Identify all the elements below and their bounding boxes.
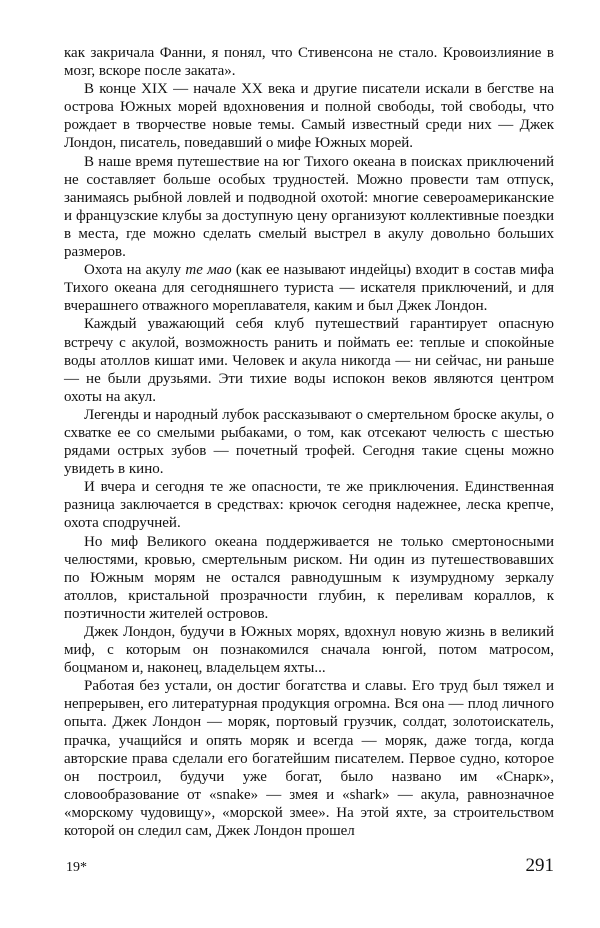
paragraph-4-end: (как ее называют индейцы) входит в состав мифа Тихого океана для сегодняшнего туриста — искателя приключений, и для вчерашнего отважного мореплавателя, каким и был Джек Лондон. [64, 262, 554, 315]
paragraph-3: В наше время путешествие на юг Тихого океана в поисках приключений не составляет больше особых трудностей. Можно провести там отпуск, занимаясь рыбной ловлей и подводной охотой: многие североамериканские и французские клубы за доступную цену организуют коллективные поездки в места, где можно сделать смелый выстрел в акулу довольно больших размеров. [64, 153, 554, 261]
paragraph-2: В конце XIX — начале XX века и другие писатели искали в бегстве на острова Южных морей вдохновения и полной свободы, той свободы, что рождает в творчестве новые темы. Самый известный среди них — Джек Лондон, писатель, поведавший о мифе Южных морей. [64, 81, 554, 152]
paragraph-4-start: Охота на акулу [84, 262, 186, 279]
paragraph-8: Но миф Великого океана поддерживается не только смертоносными челюстями, кровью, смертельным риском. Ни один из путешествовавших по Южным морям не остался равнодушным к изумрудному зеркалу атоллов, кристальной прозрачности глубин, к переливам кораллов, к поэтичности жителей островов. [64, 533, 554, 622]
printer-signature-mark: 19* [66, 860, 87, 875]
paragraph-7: И вчера и сегодня те же опасности, те же приключения. Единственная разница заключается в средствах: крючок сегодня надежнее, леска крепче, охота сподручней. [64, 479, 554, 532]
paragraph-5: Каждый уважающий себя клуб путешествий гарантирует опасную встречу с акулой, возможность ранить и поймать ее: теплые и спокойные воды атоллов кишат ими. Человек и акула никогда — ни сейчас, ни раньше — не были друзьями. Эти тихие воды испокон веков являются центром охоты на акул. [64, 316, 554, 405]
paragraph-1: как закричала Фанни, я понял, что Стивенсона не стало. Кровоизлияние в мозг, вскоре после заката». [64, 45, 554, 80]
paragraph-9: Джек Лондон, будучи в Южных морях, вдохнул новую жизнь в великий миф, с которым он познакомился сначала юнгой, потом матросом, боцманом и, наконец, владельцем яхты... [64, 624, 554, 677]
paragraph-10: Работая без устали, он достиг богатства и славы. Его труд был тяжел и непрерывен, его литературная продукция огромна. Вся она — плод личного опыта. Джек Лондон — моряк, портовый грузчик, солдат, золотоискатель, прачка, учащийся и опять моряк и всегда — моряк, даже тогда, когда авторские права сделали его богатейшим писателем. Первое судно, которое он построил, будучи уже богат, было названо им «Снарк», словообразование от «snake» — змея и «shark» — акула, равнозначное «морскому чудовищу», «морской змее». На этой яхте, за строительством которой он следил сам, Джек Лондон прошел [64, 678, 554, 840]
paragraph-6: Легенды и народный лубок рассказывают о смертельном броске акулы, о схватке ее со смелыми рыбаками, о том, как отсекают челюсть с шестью рядами острых зубов — почетный трофей. Сегодня такие сцены можно увидеть в кино. [64, 406, 554, 478]
page-number: 291 [525, 855, 554, 876]
body-text [64, 44, 554, 840]
paragraph-4 [64, 261, 554, 315]
paragraph-4-italic-term: те мао [185, 262, 232, 279]
